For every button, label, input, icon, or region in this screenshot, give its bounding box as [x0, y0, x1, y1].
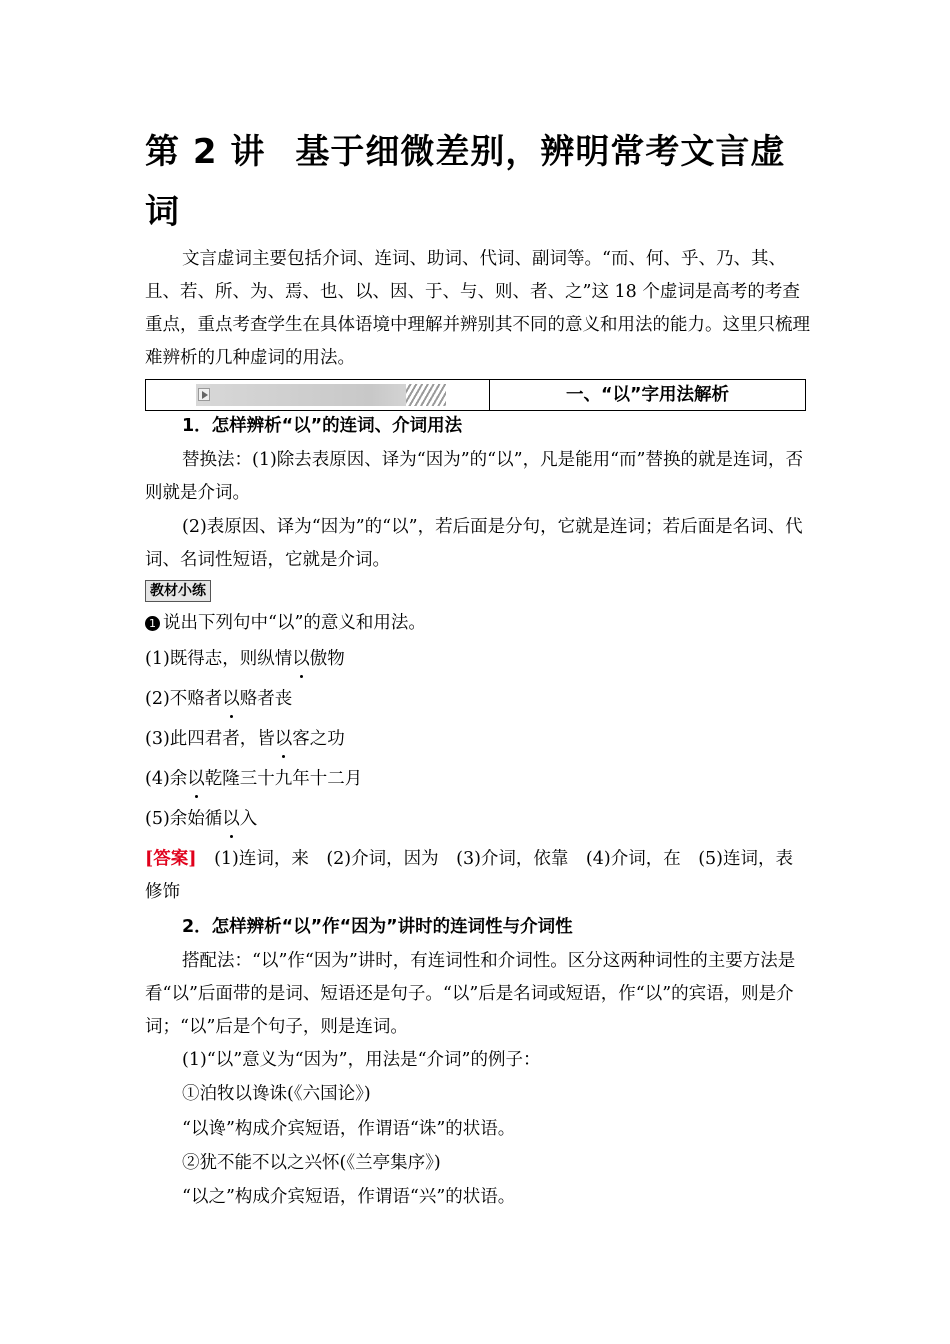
item-text: (5)余始循 [145, 809, 223, 829]
exercise-prompt-text: 说出下列句中“以”的意义和用法。 [163, 613, 426, 633]
example-2: ②犹不能不以之兴怀(《兰亭集序》) [182, 1153, 441, 1173]
s1-paragraph-2: (2)表原因、译为“因为”的“以”，若后面是分句，它就是连词；若后面是名词、代词、名词性短语，它就是介词。 [145, 517, 803, 570]
page-title [145, 122, 815, 242]
emphasis-dot-char: 以 [275, 724, 293, 754]
s2-paragraph-2: (1)“以”意义为“因为”，用法是“介词”的例子： [182, 1050, 541, 1070]
item-text: (3)此四君者，皆 [145, 729, 275, 749]
exercise-tag: 教材小练 [145, 580, 211, 602]
section-bar [145, 379, 806, 411]
answer-text: (1)连词，来 (2)介词，因为 (3)介词，依靠 (4)介词，在 (5)连词，表修饰 [145, 849, 794, 902]
example-2-note: “以之”构成介宾短语，作谓语“兴”的状语。 [182, 1187, 516, 1207]
item-text: (1)既得志，则纵情 [145, 649, 293, 669]
play-icon [198, 388, 210, 401]
chapter-title: 基于细微差别，辨明常考文言虚词 [145, 132, 786, 232]
item-text: (2)不赂者 [145, 689, 223, 709]
emphasis-dot-char: 以 [222, 684, 240, 714]
exercise-prompt [145, 608, 426, 638]
exercise-item [145, 724, 345, 754]
exercise-item [145, 644, 345, 674]
exercise-item [145, 804, 257, 834]
intro-paragraph: 文言虚词主要包括介词、连词、助词、代词、副词等。“而、何、乎、乃、其、且、若、所、为、焉、也、以、因、于、与、则、者、之”这 18 个虚词是高考的考查重点，重点考查学生在具体语境中理解并辨别其不同的意义和用法的能力。这里只梳理难辨析的几种虚词的用法。 [145, 249, 810, 368]
emphasis-dot-char: 以 [222, 804, 240, 834]
emphasis-dot-char: 以 [292, 644, 310, 674]
exercise-item [145, 764, 362, 794]
s1-paragraph-1: 替换法：(1)除去表原因、译为“因为”的“以”，凡是能用“而”替换的就是连词，否则就是介词。 [145, 450, 803, 503]
s2-heading: 2．怎样辨析“以”作“因为”讲时的连词性与介词性 [182, 917, 573, 937]
answer-label: [答案] [145, 849, 197, 869]
example-1-note: “以谗”构成介宾短语，作谓语“诛”的状语。 [182, 1119, 516, 1139]
exercise-item [145, 684, 292, 714]
item-text: 赂者丧 [239, 689, 293, 709]
example-1: ①泊牧以谗诛(《六国论》) [182, 1084, 371, 1104]
s2-paragraph-1: 搭配法：“以”作“因为”讲时，有连词性和介词性。区分这两种词性的主要方法是看“以”后面带的是词、短语还是句子。“以”后是名词或短语，作“以”的宾语，则是介词；“以”后是个句子，则是连词。 [145, 951, 796, 1037]
emphasis-dot-char: 以 [187, 764, 205, 794]
section-bar-decoration [196, 384, 446, 406]
item-text: 傲物 [309, 649, 345, 669]
item-text: 入 [239, 809, 258, 829]
answer-paragraph [145, 843, 810, 909]
hatch-pattern [406, 384, 446, 406]
item-text: (4)余 [145, 769, 188, 789]
item-text: 乾隆三十九年十二月 [204, 769, 363, 789]
chapter-label: 第 2 讲 [145, 132, 266, 172]
section-heading: 一、“以”字用法解析 [565, 385, 729, 405]
number-one-icon: 1 [145, 616, 160, 631]
item-text: 客之功 [292, 729, 345, 749]
s1-heading: 1．怎样辨析“以”的连词、介词用法 [182, 416, 463, 436]
